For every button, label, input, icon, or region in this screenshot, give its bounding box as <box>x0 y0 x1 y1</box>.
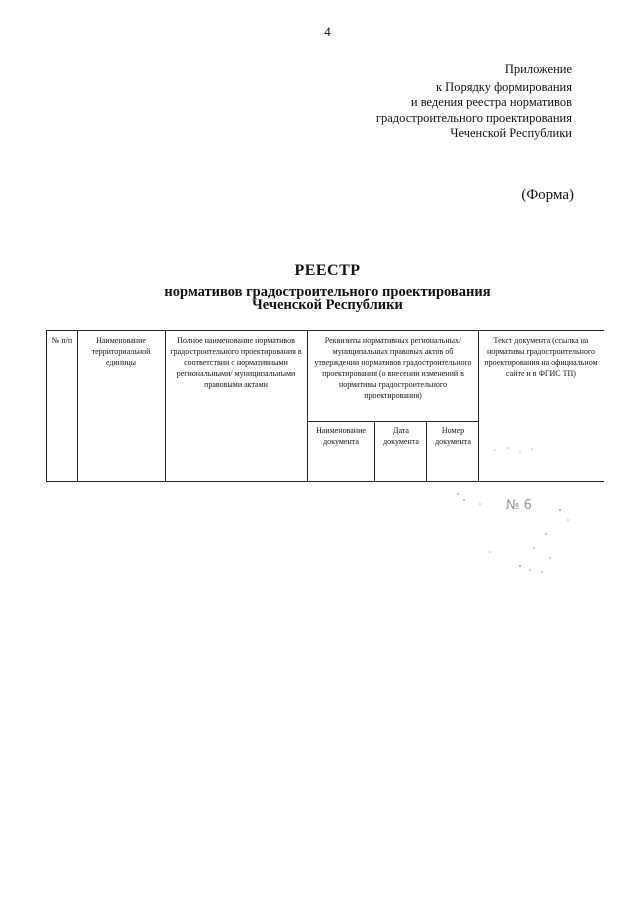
table-bottom-border <box>46 481 604 482</box>
registry-subtitle: нормативов градостроительного проектирования <box>164 284 491 300</box>
appendix-line: градостроительного проектирования <box>375 110 572 125</box>
table-col-divider <box>426 421 427 482</box>
subheader-divider <box>307 421 478 422</box>
form-label: (Форма) <box>521 187 574 203</box>
appendix-line: Приложение <box>504 62 572 76</box>
registry-subtitle-region: Чеченской Республики <box>252 297 403 313</box>
stamp-number: № 6 <box>506 498 532 513</box>
table-col-divider <box>478 330 479 482</box>
subheader-doc-name: Наименование документа <box>316 426 366 446</box>
registry-title: РЕЕСТР <box>294 262 361 279</box>
appendix-line: и ведения реестра нормативов <box>410 95 572 109</box>
table-col-divider <box>307 330 308 482</box>
table-top-border <box>46 330 604 331</box>
table-col-divider <box>46 330 47 482</box>
appendix-block <box>376 62 572 142</box>
table-col-divider <box>374 421 375 482</box>
subheader-doc-date: Дата документа <box>383 426 419 446</box>
header-document-text: Текст документа (ссылка на нормативы градостроительного проектирования на официальном сайте и в ФГИС ТП) <box>484 336 598 378</box>
scan-dots-icon <box>490 440 540 460</box>
appendix-line: к Порядку формирования <box>435 79 572 94</box>
subheader-doc-number: Номер документа <box>435 426 471 446</box>
table-col-divider <box>77 330 78 482</box>
page-number: 4 <box>324 24 331 39</box>
header-full-name: Полное наименование нормативов градостроительного проектирования в соответствии с нормативными региональными/ муниципальными правовыми актами <box>170 336 302 389</box>
stamp-marks-icon <box>450 488 580 578</box>
header-num: № п/п <box>51 336 73 345</box>
header-requisites: Реквизиты нормативных региональных/муниципальных правовых актов об утверждении нормативов градостроительного проектирования (о внесении изменений в нормативы градостроительного проектирования) <box>314 336 472 400</box>
appendix-line: Чеченской Республики <box>450 126 572 140</box>
table-col-divider <box>165 330 166 482</box>
header-territorial-unit: Наименование территориальной единицы <box>91 336 151 367</box>
